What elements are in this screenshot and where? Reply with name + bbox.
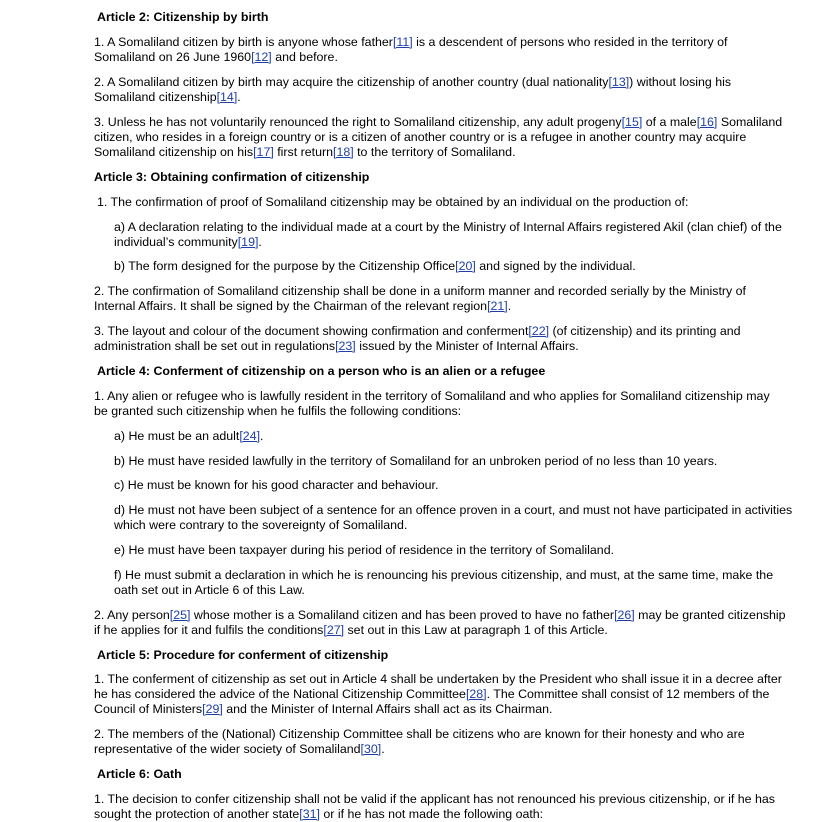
article-3-item-a xyxy=(114,220,782,250)
article-2-paragraph-1 xyxy=(94,35,727,65)
text: . xyxy=(507,299,512,313)
text: citizen, who resides in a foreign country or is a citizen of another country or is a refugee in another country may acquire xyxy=(94,130,747,144)
text: Somaliland citizenship xyxy=(94,90,217,104)
footnote-link-31[interactable]: [31] xyxy=(299,807,320,821)
footnote-link-19[interactable]: [19] xyxy=(237,235,259,249)
text: f) He must submit a declaration in which he is renouncing his previous citizenship, and must, at the same time, make the xyxy=(114,568,774,582)
text: . The Committee shall consist of 12 members of the xyxy=(486,687,770,701)
text: and the Minister of Internal Affairs shall act as its Chairman. xyxy=(222,702,553,716)
article-4-paragraph-2 xyxy=(94,608,786,638)
text: set out in this Law at paragraph 1 of this Article. xyxy=(344,623,608,637)
text: or if he has not made the following oath: xyxy=(319,807,544,821)
article-4-item-e: e) He must have been taxpayer during his period of residence in the territory of Somaliland. xyxy=(114,543,615,557)
text: may be granted citizenship xyxy=(634,608,786,622)
footnote-link-16[interactable]: [16] xyxy=(696,115,718,129)
text: he has considered the advice of the National Citizenship Committee xyxy=(94,687,466,701)
article-4-paragraph-1 xyxy=(94,389,770,419)
article-5-paragraph-2 xyxy=(94,727,745,757)
footnote-link-13[interactable]: [13] xyxy=(608,75,630,89)
text: of a male xyxy=(642,115,697,129)
text: first return xyxy=(273,145,333,159)
text: Council of Ministers xyxy=(94,702,203,716)
text: a) A declaration relating to the individual made at a court by the Ministry of Internal Affairs registered Akil (clan chief) of the xyxy=(114,220,782,234)
text: 3. Unless he has not voluntarily renounced the right to Somaliland citizenship, any adult progeny xyxy=(94,115,622,129)
text: be granted such citizenship when he fulfils the following conditions: xyxy=(94,404,462,418)
footnote-link-25[interactable]: [25] xyxy=(169,608,191,622)
text: representative of the wider society of Somaliland xyxy=(94,742,361,756)
article-4-heading: Article 4: Conferment of citizenship on a person who is an alien or a refugee xyxy=(97,364,546,378)
text: Somaliland citizenship on his xyxy=(94,145,254,159)
text: . xyxy=(258,235,262,249)
footnote-link-15[interactable]: [15] xyxy=(621,115,643,129)
text: d) He must not have been subject of a sentence for an offence proven in a court, and must not have participated in activities xyxy=(114,503,793,517)
text: . xyxy=(237,90,241,104)
text: administration shall be set out in regulations xyxy=(94,339,336,353)
footnote-link-14[interactable]: [14] xyxy=(216,90,238,104)
text: b) The form designed for the purpose by the Citizenship Office xyxy=(114,259,456,273)
article-2-heading: Article 2: Citizenship by birth xyxy=(97,10,269,24)
text: and before. xyxy=(271,50,338,64)
article-2-paragraph-3 xyxy=(94,115,782,160)
text: Somaliland on 26 June 1960 xyxy=(94,50,252,64)
article-4-item-c: c) He must be known for his good character and behaviour. xyxy=(114,478,439,492)
text: 1. The conferment of citizenship as set out in Article 4 shall be undertaken by the President who shall issue it in a decree after xyxy=(94,672,782,686)
text: 2. Any person xyxy=(94,608,170,622)
article-4-item-a xyxy=(114,429,263,444)
footnote-link-22[interactable]: [22] xyxy=(528,324,550,338)
footnote-link-27[interactable]: [27] xyxy=(323,623,345,637)
footnote-link-30[interactable]: [30] xyxy=(360,742,382,756)
article-4-item-d xyxy=(114,503,792,533)
text: . xyxy=(381,742,385,756)
footnote-link-12[interactable]: [12] xyxy=(251,50,272,64)
text: 2. A Somaliland citizen by birth may acquire the citizenship of another country (dual nationality xyxy=(94,75,609,89)
text: sought the protection of another state xyxy=(94,807,300,821)
text: ) without losing his xyxy=(629,75,732,89)
footnote-link-24[interactable]: [24] xyxy=(239,429,261,443)
article-5-paragraph-1 xyxy=(94,672,782,717)
footnote-link-29[interactable]: [29] xyxy=(202,702,223,716)
text: to the territory of Somaliland. xyxy=(353,145,516,159)
footnote-link-18[interactable]: [18] xyxy=(333,145,354,159)
text: and signed by the individual. xyxy=(475,259,636,273)
footnote-link-28[interactable]: [28] xyxy=(465,687,487,701)
text: issued by the Minister of Internal Affairs. xyxy=(355,339,579,353)
footnote-link-26[interactable]: [26] xyxy=(614,608,635,622)
text: 1. Any alien or refugee who is lawfully resident in the territory of Somaliland and who applies for Somaliland citizenship may xyxy=(94,389,770,403)
footnote-link-23[interactable]: [23] xyxy=(335,339,356,353)
article-3-paragraph-2 xyxy=(94,284,746,314)
text: a) He must be an adult xyxy=(114,429,240,443)
text: 3. The layout and colour of the document showing confirmation and conferment xyxy=(94,324,529,338)
article-3-paragraph-1: 1. The confirmation of proof of Somaliland citizenship may be obtained by an individual on the production of: xyxy=(97,195,689,209)
article-3-item-b xyxy=(114,259,636,274)
text: is a descendent of persons who resided in the territory of xyxy=(412,35,728,49)
text: 1. A Somaliland citizen by birth is anyone whose father xyxy=(94,35,393,49)
text: 1. The decision to confer citizenship shall not be valid if the applicant has not renounced his previous citizenship, or if he has xyxy=(94,792,775,806)
text: individual’s community xyxy=(114,235,238,249)
article-2-paragraph-2 xyxy=(94,75,731,105)
article-3-paragraph-3 xyxy=(94,324,741,354)
article-4-item-b: b) He must have resided lawfully in the territory of Somaliland for an unbroken period of no less than 10 years. xyxy=(114,454,718,468)
text: which were contrary to the sovereignty of Somaliland. xyxy=(114,518,408,532)
text: (of citizenship) and its printing and xyxy=(549,324,741,338)
text: Internal Affairs. It shall be signed by the Chairman of the relevant region xyxy=(94,299,488,313)
text: Somaliland xyxy=(717,115,783,129)
article-6-heading: Article 6: Oath xyxy=(97,767,182,781)
text: if he applies for it and fulfils the conditions xyxy=(94,623,324,637)
text: . xyxy=(260,429,264,443)
text: 2. The members of the (National) Citizenship Committee shall be citizens who are known for their honesty and who are xyxy=(94,727,745,741)
text: whose mother is a Somaliland citizen and has been proved to have no father xyxy=(190,608,615,622)
footnote-link-20[interactable]: [20] xyxy=(455,259,476,273)
text: oath set out in Article 6 of this Law. xyxy=(114,583,305,597)
footnote-link-17[interactable]: [17] xyxy=(253,145,274,159)
text: 2. The confirmation of Somaliland citizenship shall be done in a uniform manner and recorded serially by the Ministry of xyxy=(94,284,746,298)
article-3-heading: Article 3: Obtaining confirmation of citizenship xyxy=(94,170,370,184)
article-5-heading: Article 5: Procedure for conferment of citizenship xyxy=(97,648,389,662)
article-4-item-f xyxy=(114,568,773,598)
footnote-link-21[interactable]: [21] xyxy=(487,299,508,313)
footnote-link-11[interactable]: [11] xyxy=(392,35,413,49)
